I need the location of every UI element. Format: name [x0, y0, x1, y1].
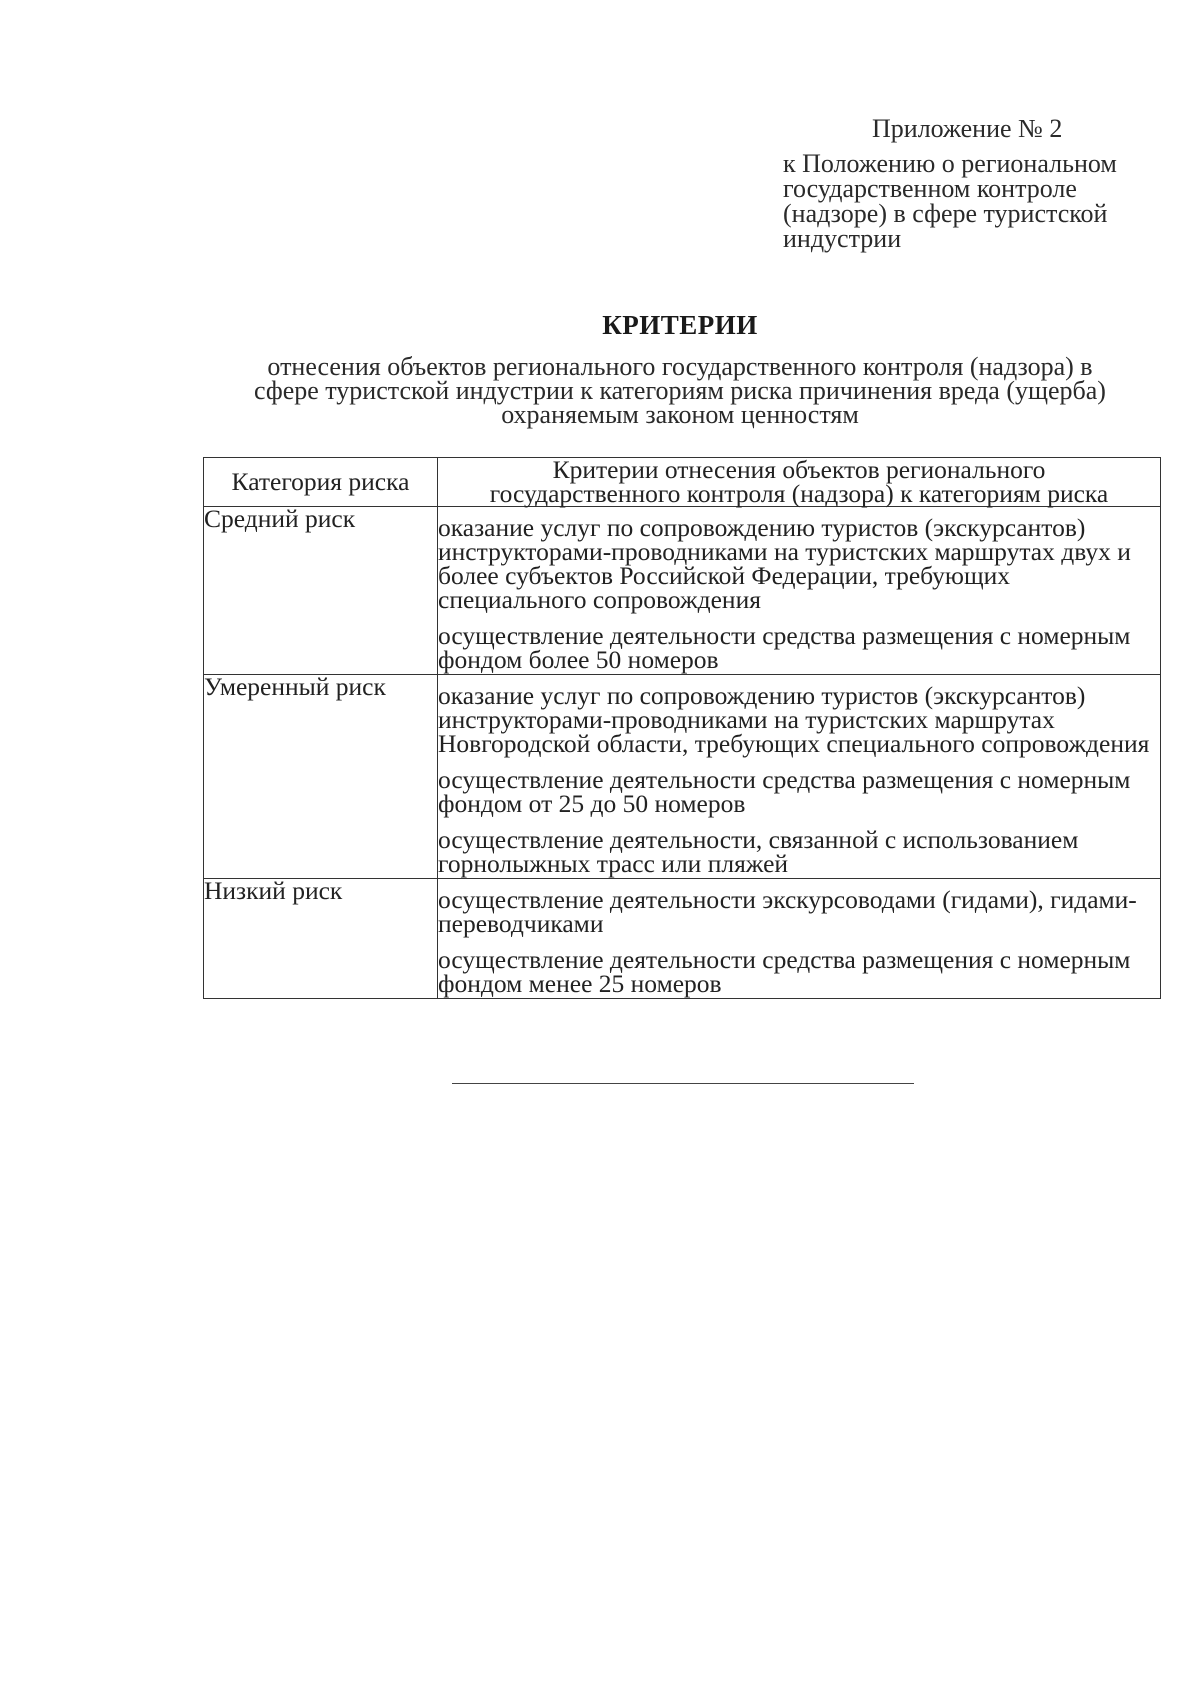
appendix-number: Приложение № 2 — [872, 114, 1063, 143]
appendix-line: к Положению о региональном — [783, 149, 1117, 178]
table-row — [204, 675, 1161, 879]
document-heading — [190, 310, 1170, 427]
header-category: Категория риска — [204, 458, 438, 507]
criteria-item: осуществление деятельности, связанной с использованием горнолыжных трасс или пляжей — [438, 825, 1079, 878]
criteria-item: осуществление деятельности средства размещения с номерным фондом от 25 до 50 номеров — [438, 765, 1131, 818]
appendix-line: (надзоре) в сфере туристской — [783, 199, 1108, 228]
appendix-line: индустрии — [783, 224, 902, 253]
risk-category-cell: Умеренный риск — [204, 675, 438, 879]
risk-criteria-table — [203, 457, 1161, 999]
end-divider-line — [452, 1083, 914, 1084]
table-header-row — [204, 458, 1161, 507]
appendix-reference — [783, 116, 1143, 251]
table-row — [204, 879, 1161, 999]
risk-category-cell: Средний риск — [204, 507, 438, 675]
table-row — [204, 507, 1161, 675]
document-title: КРИТЕРИИ — [602, 310, 758, 340]
criteria-item: осуществление деятельности средства размещения с номерным фондом более 50 номеров — [438, 621, 1131, 674]
subtitle-line: охраняемым законом ценностям — [501, 400, 859, 429]
criteria-cell — [438, 507, 1161, 675]
criteria-item: осуществление деятельности средства размещения с номерным фондом менее 25 номеров — [438, 945, 1131, 998]
header-criteria-line: Критерии отнесения объектов регионального — [552, 455, 1046, 484]
subtitle-line: сфере туристской индустрии к категориям риска причинения вреда (ущерба) — [254, 376, 1106, 405]
subtitle-line: отнесения объектов регионального государственного контроля (надзора) в — [267, 352, 1093, 381]
risk-category-cell: Низкий риск — [204, 879, 438, 999]
criteria-cell — [438, 675, 1161, 879]
criteria-item: оказание услуг по сопровождению туристов (экскурсантов) инструкторами-проводниками на туристских маршрутах двух и более субъектов Российской Федерации, требующих специального сопровождения — [438, 513, 1131, 614]
criteria-item: осуществление деятельности экскурсоводами (гидами), гидами-переводчиками — [438, 885, 1137, 938]
header-criteria — [438, 455, 1161, 508]
criteria-item: оказание услуг по сопровождению туристов (экскурсантов) инструкторами-проводниками на туристских маршрутах Новгородской области, требующих специального сопровождения — [438, 681, 1150, 758]
appendix-line: государственном контроле — [783, 174, 1077, 203]
header-criteria-line: государственного контроля (надзора) к категориям риска — [489, 479, 1109, 508]
document-subtitle — [190, 352, 1170, 429]
criteria-cell — [438, 879, 1161, 999]
